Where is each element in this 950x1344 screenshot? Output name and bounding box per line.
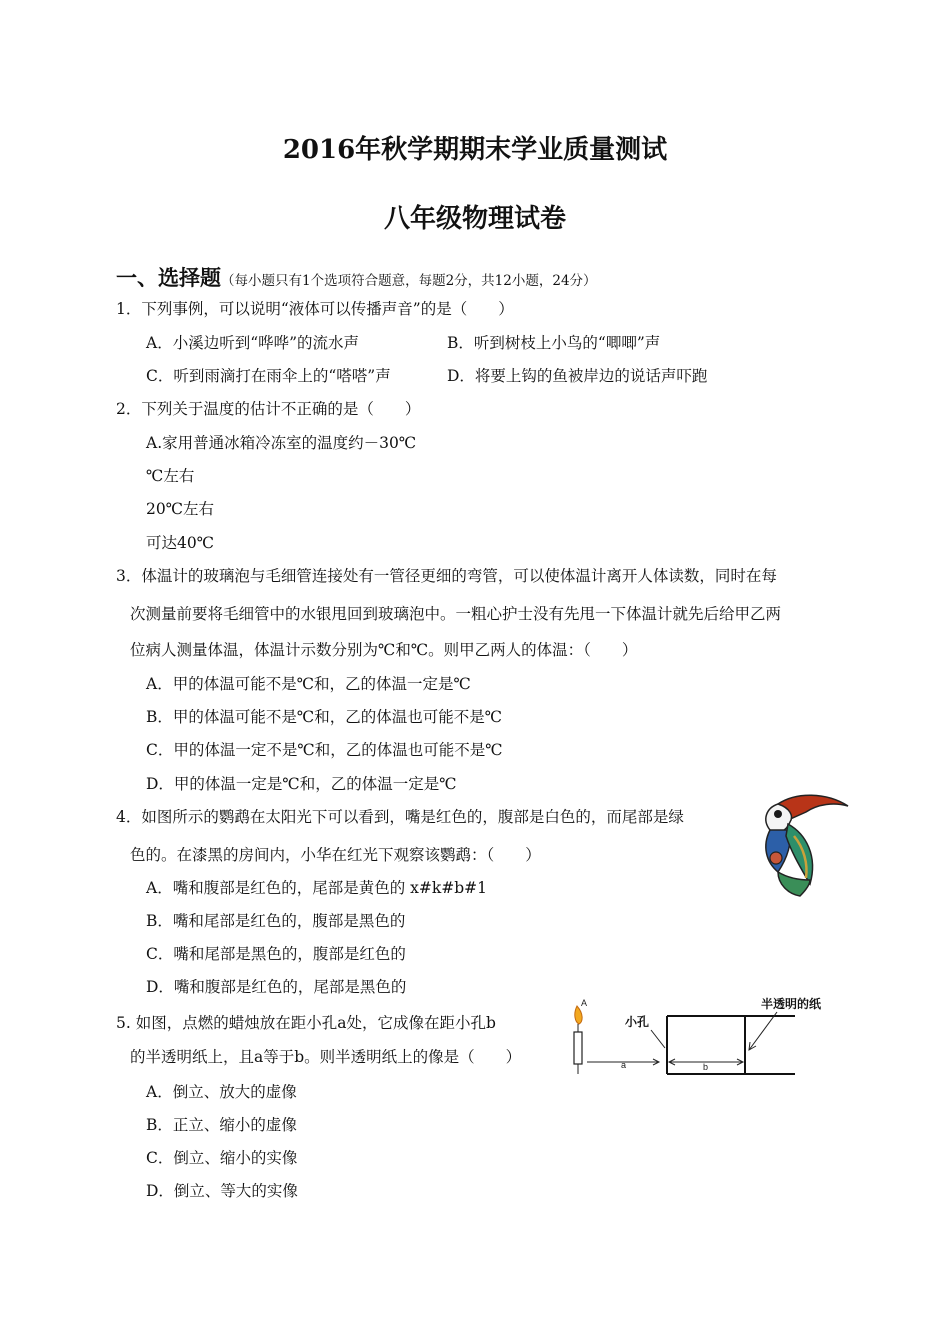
label-a: a — [621, 1060, 627, 1070]
q3-stem-line2: 次测量前要将毛细管中的水银甩回到玻璃泡中。一粗心护士没有先甩一下体温计就先后给甲乙两 — [130, 605, 782, 623]
q5-option-b: B．正立、缩小的虚像 — [146, 1116, 297, 1134]
pinhole-diagram — [565, 996, 835, 1080]
q3-stem-line1: 3．体温计的玻璃泡与毛细管连接处有一管径更细的弯管，可以使体温计离开人体读数，同时在每 — [116, 567, 777, 585]
q2-option-a: A.家用普通冰箱冷冻室的温度约－30℃ — [146, 434, 417, 452]
section-heading — [116, 262, 597, 292]
q3-stem-line3: 位病人测量体温，体温计示数分别为℃和℃。则甲乙两人的体温：（ ） — [130, 641, 638, 659]
q1-stem: 1．下列事例，可以说明“液体可以传播声音”的是（ ） — [116, 300, 514, 318]
q5-option-a: A．倒立、放大的虚像 — [146, 1083, 297, 1101]
q5-stem-line2: 的半透明纸上，且a等于b。则半透明纸上的像是（ ） — [130, 1048, 522, 1066]
label-paper: 半透明的纸 — [761, 997, 822, 1011]
q2-option-b: ℃左右 — [146, 467, 195, 485]
q1-option-d: D．将要上钩的鱼被岸边的说话声吓跑 — [447, 367, 708, 385]
q4-option-a: A．嘴和腹部是红色的，尾部是黄色的 x#k#b#1 — [146, 879, 488, 897]
q5-option-c: C．倒立、缩小的实像 — [146, 1149, 298, 1167]
q4-stem-line1: 4．如图所示的鹦鹉在太阳光下可以看到，嘴是红色的，腹部是白色的，而尾部是绿 — [116, 808, 684, 826]
parrot-illustration — [748, 790, 852, 898]
q1-option-c: C．听到雨滴打在雨伞上的“嗒嗒”声 — [146, 367, 391, 385]
candle-flame — [575, 1006, 582, 1024]
q4-option-d: D．嘴和腹部是红色的，尾部是黑色的 — [146, 978, 407, 996]
q3-option-c: C．甲的体温一定不是℃和，乙的体温也可能不是℃ — [146, 741, 503, 759]
section-title: 一、选择题 — [116, 265, 221, 290]
candle-body — [574, 1032, 582, 1064]
q4-option-b: B．嘴和尾部是红色的，腹部是黑色的 — [146, 912, 406, 930]
q2-option-d: 可达40℃ — [146, 534, 215, 552]
q5-option-d: D．倒立、等大的实像 — [146, 1182, 298, 1200]
page-subtitle: 八年级物理试卷 — [383, 204, 566, 234]
page-title: 2016年秋学期期末学业质量测试 — [282, 135, 668, 165]
q4-option-c: C．嘴和尾部是黑色的，腹部是红色的 — [146, 945, 406, 963]
q2-option-c: 20℃左右 — [146, 500, 215, 518]
q3-option-d: D．甲的体温一定是℃和，乙的体温一定是℃ — [146, 775, 457, 793]
label-A: A — [581, 998, 588, 1008]
label-hole: 小孔 — [625, 1015, 650, 1029]
section-note: （每小题只有1个选项符合题意，每题2分，共12小题，24分） — [221, 273, 597, 289]
q4-stem-line2: 色的。在漆黑的房间内，小华在红光下观察该鹦鹉：（ ） — [130, 846, 541, 864]
q1-option-b: B．听到树枝上小鸟的“唧唧”声 — [447, 334, 661, 352]
q3-option-a: A．甲的体温可能不是℃和，乙的体温一定是℃ — [146, 675, 471, 693]
q5-stem-line1: 5. 如图，点燃的蜡烛放在距小孔a处，它成像在距小孔b — [116, 1014, 496, 1032]
q1-option-a: A．小溪边听到“哗哗”的流水声 — [146, 334, 360, 352]
q2-stem: 2．下列关于温度的估计不正确的是（ ） — [116, 400, 421, 418]
label-b: b — [703, 1062, 709, 1072]
q3-option-b: B．甲的体温可能不是℃和，乙的体温也可能不是℃ — [146, 708, 503, 726]
